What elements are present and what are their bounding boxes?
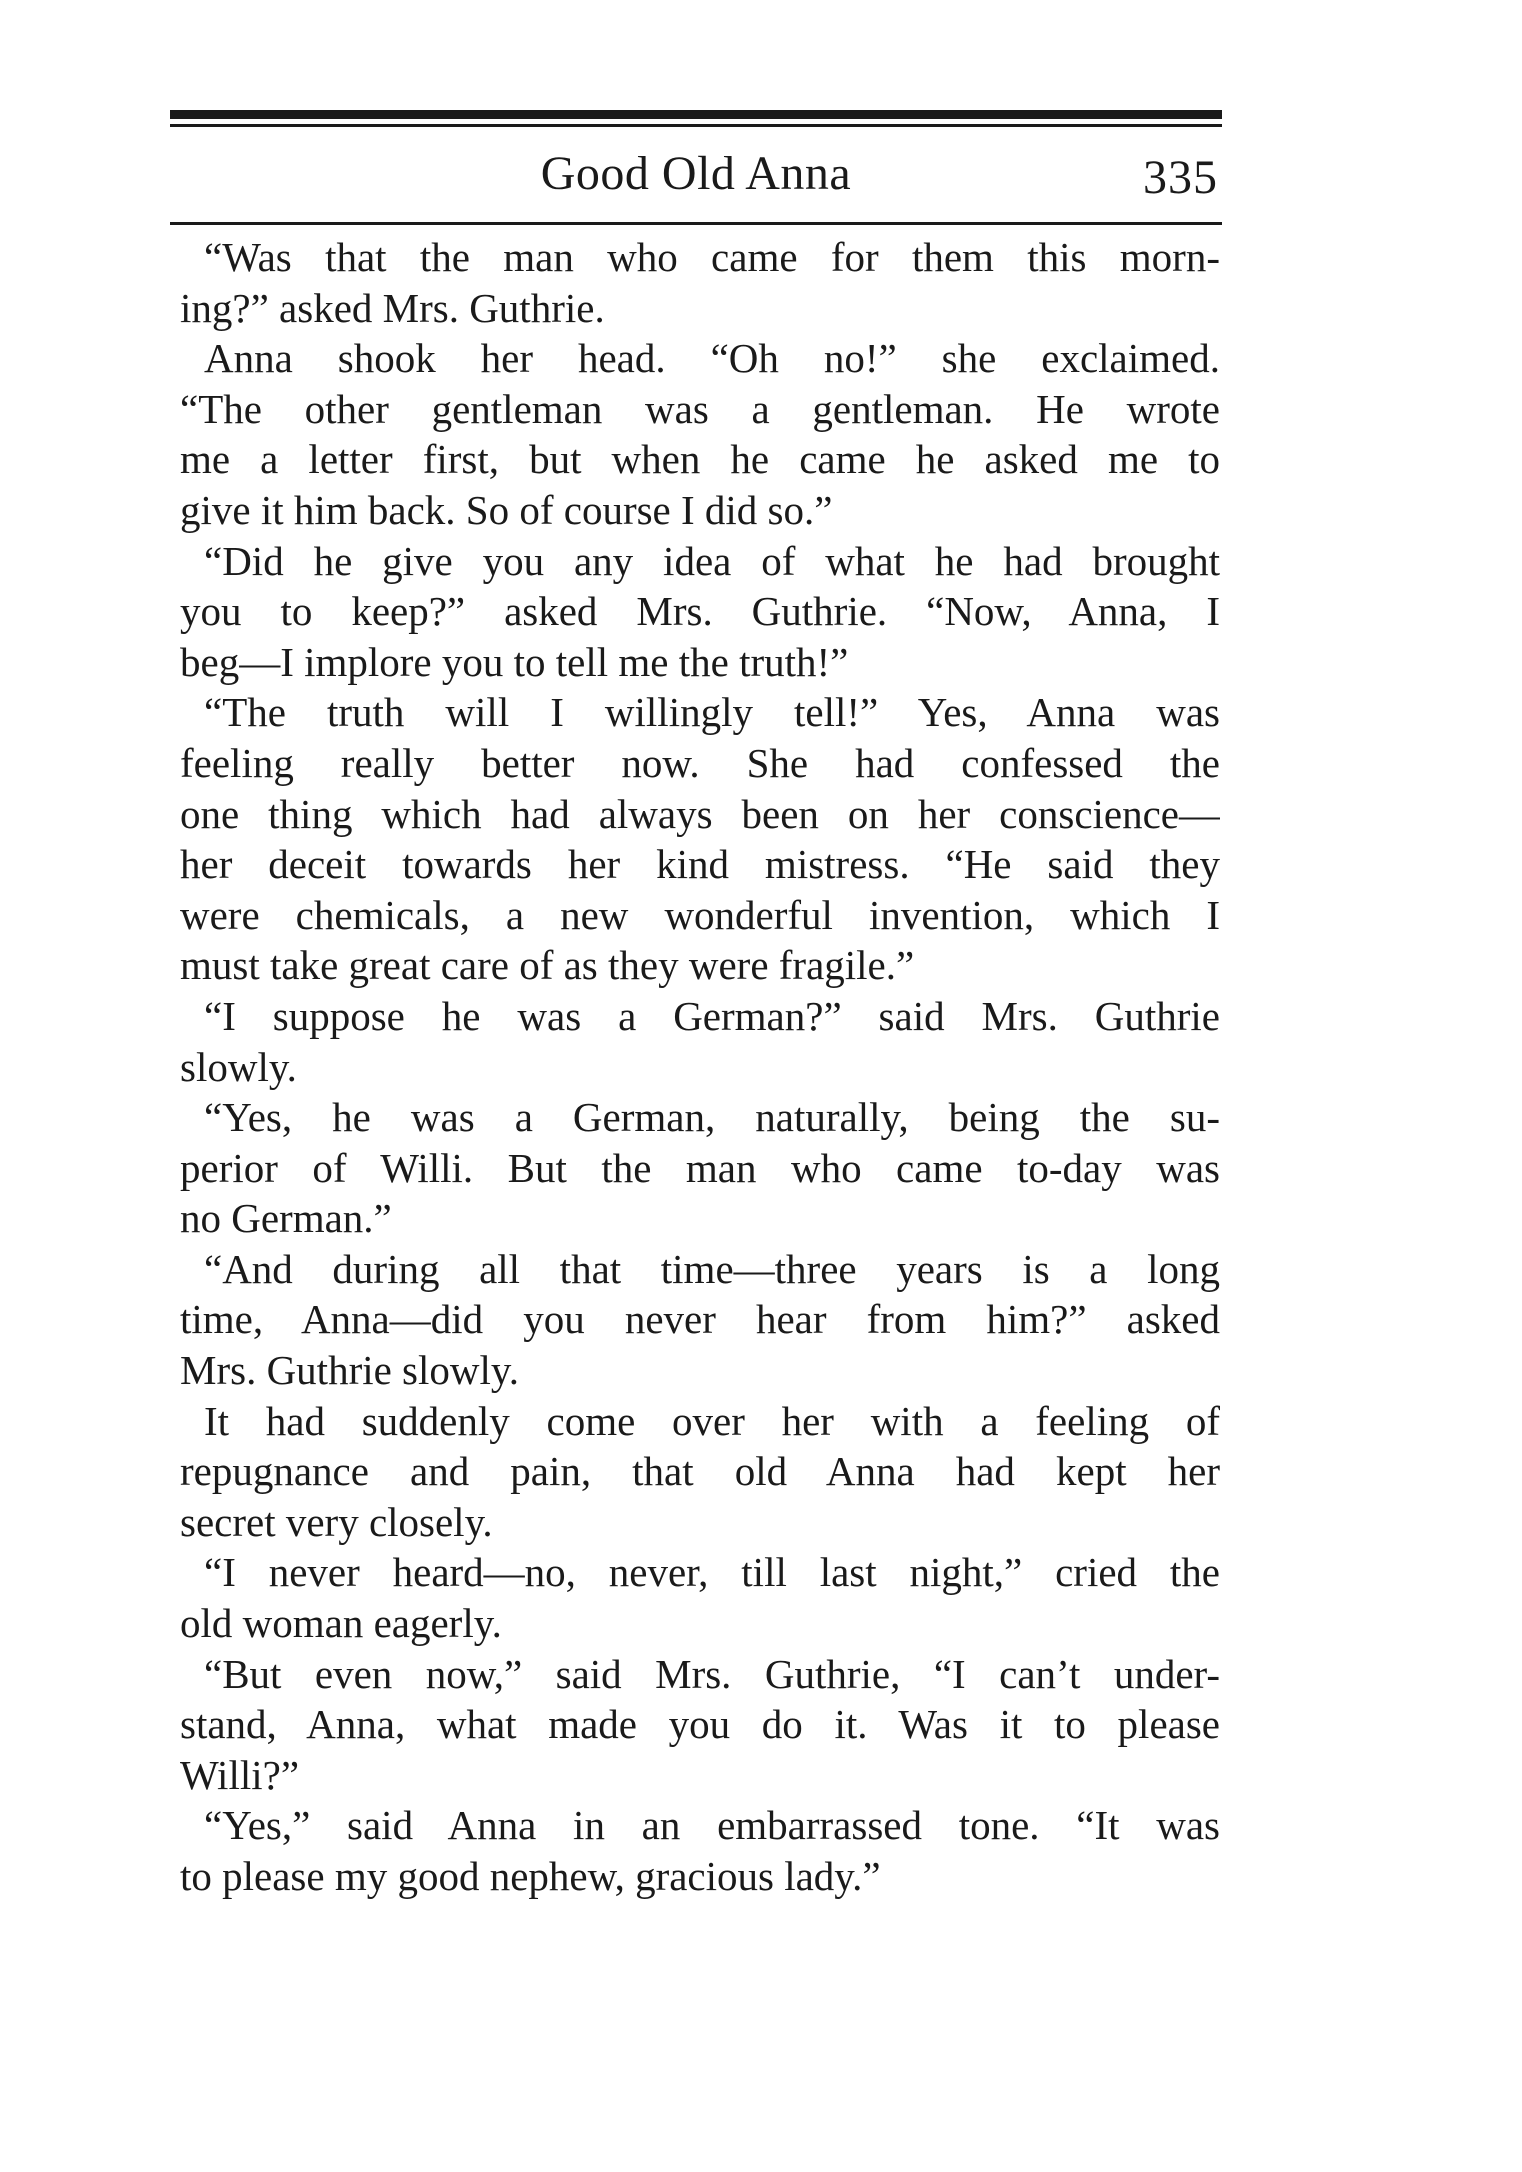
text-line: “I suppose he was a German?” said Mrs. Guthrie <box>204 992 1220 1039</box>
text-line: slowly. <box>180 1043 297 1090</box>
text-line: “But even now,” said Mrs. Guthrie, “I can’t under- <box>204 1650 1220 1697</box>
text-line: her deceit towards her kind mistress. “He said they <box>180 841 1220 888</box>
text-line: no German.” <box>180 1195 392 1242</box>
text-line: time, Anna—did you never hear from him?” asked <box>180 1296 1220 1343</box>
text-line: Anna shook her head. “Oh no!” she exclaimed. <box>204 335 1220 382</box>
text-line: must take great care of as they were fragile.” <box>180 942 915 989</box>
header-rule-thick <box>170 110 1222 119</box>
page-number: 335 <box>1143 151 1218 204</box>
text-line: “Yes, he was a German, naturally, being the su- <box>204 1094 1220 1141</box>
text-line: “And during all that time—three years is a long <box>204 1245 1220 1292</box>
body-text <box>180 232 1220 1902</box>
text-line: Willi?” <box>180 1751 300 1798</box>
text-line: you to keep?” asked Mrs. Guthrie. “Now, Anna, I <box>180 588 1220 635</box>
text-line: “The truth will I willingly tell!” Yes, Anna was <box>204 689 1220 736</box>
text-line: “The other gentleman was a gentleman. He wrote <box>180 385 1220 432</box>
text-line: stand, Anna, what made you do it. Was it to please <box>180 1701 1220 1748</box>
text-line: perior of Willi. But the man who came to-day was <box>180 1144 1220 1191</box>
text-line: feeling really better now. She had confessed the <box>180 739 1220 786</box>
text-line: were chemicals, a new wonderful invention, which I <box>180 891 1220 938</box>
text-line: Mrs. Guthrie slowly. <box>180 1347 519 1394</box>
text-line: to please my good nephew, gracious lady.” <box>180 1853 881 1899</box>
header-rule-thin <box>170 124 1222 127</box>
text-line: me a letter first, but when he came he asked me to <box>180 436 1220 483</box>
text-line: old woman eagerly. <box>180 1600 502 1647</box>
text-line: It had suddenly come over her with a feeling of <box>204 1397 1220 1444</box>
text-line: “Yes,” said Anna in an embarrassed tone. “It was <box>204 1802 1220 1849</box>
text-line: “Did he give you any idea of what he had brought <box>204 537 1220 584</box>
text-line: ing?” asked Mrs. Guthrie. <box>180 284 605 331</box>
running-head <box>170 136 1222 206</box>
text-line: repugnance and pain, that old Anna had kept her <box>180 1448 1220 1495</box>
text-line: secret very closely. <box>180 1498 493 1545</box>
text-line: “I never heard—no, never, till last night,” cried the <box>204 1549 1220 1596</box>
text-line: “Was that the man who came for them this morn- <box>204 234 1220 280</box>
running-title: Good Old Anna <box>540 147 852 200</box>
header-rule-bottom <box>170 222 1222 225</box>
text-line: give it him back. So of course I did so.” <box>180 486 833 533</box>
text-line: one thing which had always been on her conscience— <box>180 790 1220 837</box>
text-line: beg—I implore you to tell me the truth!” <box>180 638 849 685</box>
